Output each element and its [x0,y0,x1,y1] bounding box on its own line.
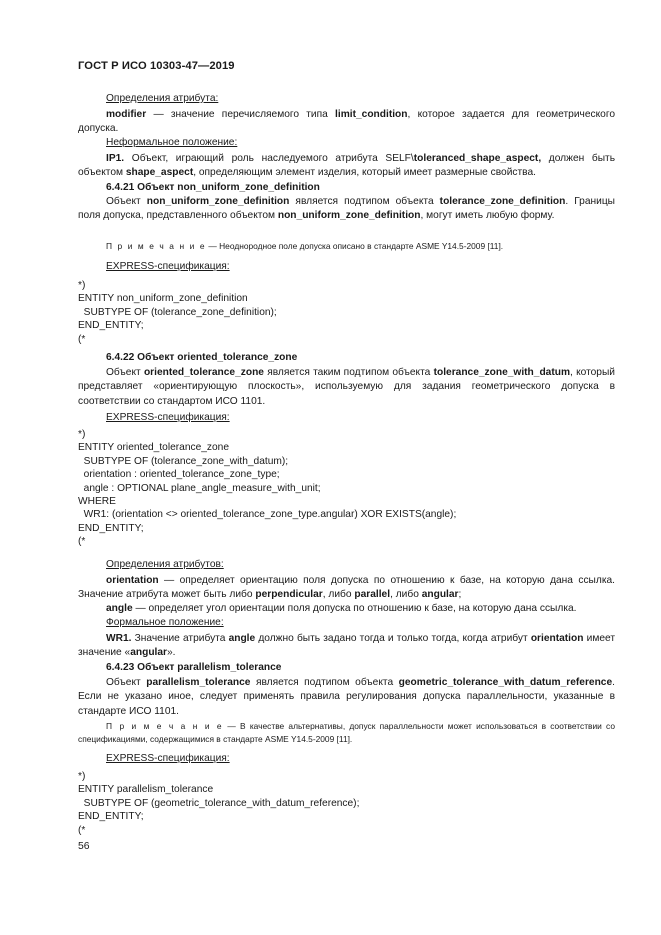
section-6-4-22-text: Объект oriented_tolerance_zone является таким подтипом объекта tolerance_zone_with_datum, который представляет «ориентирующую плоскость», используемую для задания геометрического допуска в соответствии со стандартом ИСО 1101. [78,367,615,407]
informal-heading: Неформальное положение: [106,137,238,148]
modifier-definition: modifier — значение перечисляемого типа limit_condition, которое задается для геометрического допуска. [78,109,615,135]
wr1-paragraph: WR1. Значение атрибута angle должно быть задано тогда и только тогда, когда атрибут orientation имеет значение «angular». [78,633,615,659]
definitions-heading: Определения атрибута: [106,93,219,104]
orientation-definition: orientation — определяет ориентацию поля допуска по отношению к базе, на которую дана ссылка. Значение атрибута может быть либо perpendicular, либо parallel, либо angular; [78,575,615,601]
express-heading-2: EXPRESS-спецификация: [106,412,230,423]
attributes-heading: Определения атрибутов: [106,559,224,570]
formal-heading: Формальное положение: [106,617,224,628]
section-6-4-21-heading: 6.4.21 Объект non_uniform_zone_definition [106,182,320,193]
angle-definition: angle — определяет угол ориентации поля допуска по отношению к базе, на которую дана ссылка. [106,603,577,614]
express-code-3: *) ENTITY parallelism_tolerance SUBTYPE OF (geometric_tolerance_with_datum_reference); END_ENTITY; (* [78,771,360,836]
section-6-4-22-heading: 6.4.22 Объект oriented_tolerance_zone [106,352,298,363]
note-2: П р и м е ч а н и е — В качестве альтернативы, допуск параллельности может использоваться в соответствии со спецификациями, содержащимися в стандарте ASME Y14.5-2009 [11]. [78,721,615,744]
note-1: П р и м е ч а н и е — Неоднородное поле допуска описано в стандарте ASME Y14.5-2009 [11]. [106,241,504,251]
section-6-4-21-text: Объект non_uniform_zone_definition является подтипом объекта tolerance_zone_definition. Границы поля допуска, представленного объектом non_uniform_zone_definition, могут иметь любую форму. [78,196,615,222]
page-header: ГОСТ Р ИСО 10303-47—2019 [78,60,235,72]
express-code-1: *) ENTITY non_uniform_zone_definition SUBTYPE OF (tolerance_zone_definition); END_ENTITY; (* [78,280,277,345]
section-6-4-23-heading: 6.4.23 Объект parallelism_tolerance [106,662,282,673]
ip1-paragraph: IP1. Объект, играющий роль наследуемого атрибута SELF\toleranced_shape_aspect, должен быть объектом shape_aspect, определяющим элемент изделия, который имеет размерные свойства. [78,153,616,179]
section-6-4-23-text: Объект parallelism_tolerance является подтипом объекта geometric_tolerance_with_datum_reference. Если не указано иное, следует применять правила регулирования допуска параллельности, указанные в стандарте ИСО 1101. [78,677,615,717]
page-number: 56 [78,841,90,852]
express-code-2: *) ENTITY oriented_tolerance_zone SUBTYPE OF (tolerance_zone_with_datum); orientation : oriented_tolerance_zone_type; angle : OPTIONAL plane_angle_measure_with_unit; WHERE WR1: (orientation <> oriented_tolerance_zone_type.angular) XOR EXISTS(angle); END_ENTITY; (* [78,429,457,548]
express-heading-1: EXPRESS-спецификация: [106,261,230,272]
express-heading-3: EXPRESS-спецификация: [106,753,230,764]
